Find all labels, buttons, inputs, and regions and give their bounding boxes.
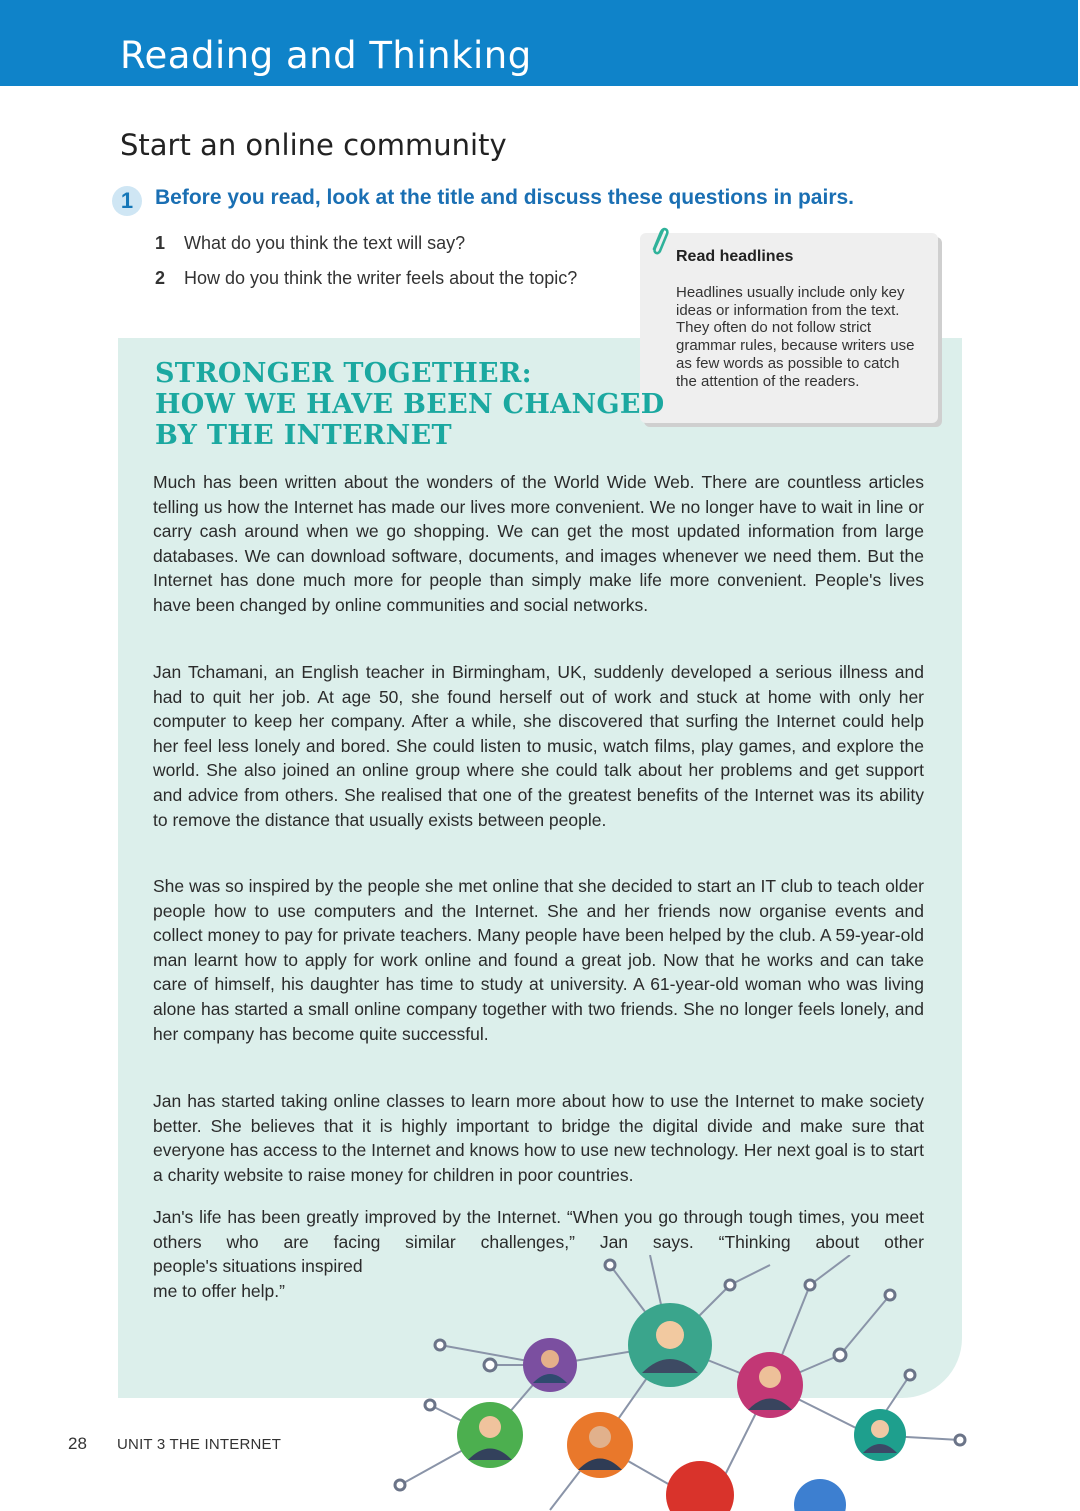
paragraph-line: me to offer help.” (153, 1280, 285, 1301)
page-number: 28 (68, 1434, 87, 1453)
paragraph-line: Jan's life has been greatly improved by the Internet. “When you go through tough times, you meet others who are facing similar challenges,” Jan says. “Thinking about other (153, 1207, 924, 1252)
people-network-illustration (370, 1255, 970, 1511)
headline-line: BY THE INTERNET (155, 420, 452, 451)
question-number: 2 (155, 268, 166, 288)
article-paragraph: She was so inspired by the people she met online that she decided to start an IT club to teach older people how to use computers and the Internet. She and her friends now organise events and collect money to pay for private teachers. Many people have been helped by the club. A 59-year-old man learnt how to apply for work online and found a great job. Now that he works and can take care of himself, his daughter has time to study at university. A 61-year-old woman who was living alone has started a small online company together with two friends. She no longer feels lonely, and her company has become quite successful. (153, 876, 924, 1044)
question-number: 1 (155, 233, 166, 253)
article-paragraph: Jan Tchamani, an English teacher in Birmingham, UK, suddenly developed a serious illness and had to quit her job. At age 50, she found herself out of work and stuck at home with only her computer to keep her company. After a while, she discovered that surfing the Internet could help her feel less lonely and bored. She could listen to music, watch films, play games, and explore the world. She also joined an online group where she could talk about her problems and get support and advice from others. She realised that one of the greatest benefits of the Internet was its ability to remove the distance that usually exists between people. (153, 662, 924, 830)
tip-title: Read headlines (676, 248, 794, 265)
headline-line: HOW WE HAVE BEEN CHANGED (155, 389, 665, 420)
article-paragraph: Much has been written about the wonders of the World Wide Web. There are countless articles telling us how the Internet has made our lives more convenient. We no longer have to wait in line or carry cash around when we go shopping. We can get the most updated information from large databases. We can download software, documents, and images whenever we need them. But the Internet has done much more for people than simply make life more convenient. People's lives have been changed by online communities and social networks. (153, 472, 924, 615)
article-headline (155, 358, 664, 451)
question-item (155, 233, 465, 254)
unit-label: UNIT 3 THE INTERNET (117, 1436, 282, 1453)
tip-body: Headlines usually include only key ideas or information from the text. They often do not follow strict grammar rules, because writers use as few words as possible to catch the attention of the readers. (676, 284, 915, 390)
headline-line: STRONGER TOGETHER: (155, 358, 532, 389)
question-text: What do you think the text will say? (184, 233, 466, 253)
paperclip-icon (646, 224, 672, 258)
task-instruction: Before you read, look at the title and discuss these questions in pairs. (155, 186, 854, 209)
page-title: Reading and Thinking (120, 34, 532, 77)
task-number-badge: 1 (112, 186, 142, 216)
article-paragraph: Jan has started taking online classes to learn more about how to use the Internet to make society better. She believes that it is highly important to bridge the digital divide and make sure that everyone has access to the Internet and knows how to use new technology. Her next goal is to start a charity website to raise money for children in poor countries. (153, 1091, 924, 1185)
section-title: Start an online community (120, 128, 507, 162)
question-text: How do you think the writer feels about the topic? (184, 268, 578, 288)
question-item (155, 268, 577, 289)
paragraph-line: people's situations inspired (153, 1256, 363, 1277)
